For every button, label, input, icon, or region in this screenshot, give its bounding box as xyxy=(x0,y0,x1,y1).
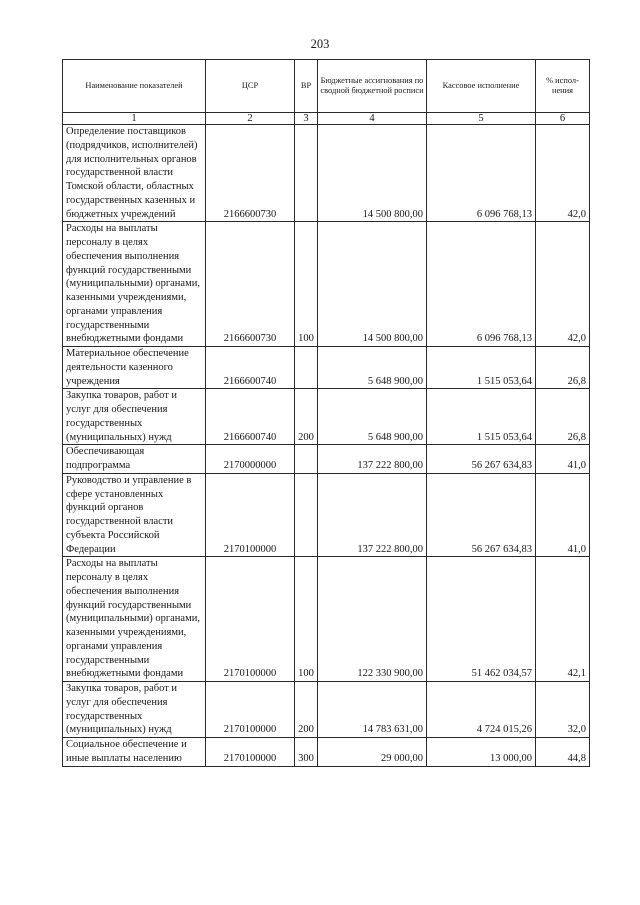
row-percent-execution: 42,0 xyxy=(536,125,590,222)
column-number: 6 xyxy=(536,113,590,125)
row-vr-code: 200 xyxy=(295,389,318,445)
column-number: 3 xyxy=(295,113,318,125)
header-percent-execution: % испол-нения xyxy=(536,60,590,113)
row-csr-code: 2166600730 xyxy=(206,222,295,347)
header-budget-allocations: Бюджетные ассигнования по сводной бюджетной росписи xyxy=(318,60,427,113)
row-percent-execution: 41,0 xyxy=(536,445,590,474)
table-row xyxy=(63,125,590,222)
row-name: Закупка товаров, работ и услуг для обеспечения государственных (муниципальных) нужд xyxy=(63,682,206,738)
row-budget-allocation: 5 648 900,00 xyxy=(318,347,427,389)
header-cash-execution: Кассовое исполнение xyxy=(427,60,536,113)
row-name: Обеспечивающая подпрограмма xyxy=(63,445,206,474)
row-percent-execution: 26,8 xyxy=(536,389,590,445)
row-csr-code: 2170100000 xyxy=(206,473,295,557)
row-cash-execution: 6 096 768,13 xyxy=(427,222,536,347)
row-name: Материальное обеспечение деятельности казенного учреждения xyxy=(63,347,206,389)
row-cash-execution: 1 515 053,64 xyxy=(427,347,536,389)
row-budget-allocation: 14 500 800,00 xyxy=(318,125,427,222)
budget-execution-table xyxy=(62,59,590,767)
row-csr-code: 2170000000 xyxy=(206,445,295,474)
row-budget-allocation: 29 000,00 xyxy=(318,738,427,767)
row-cash-execution: 56 267 634,83 xyxy=(427,473,536,557)
row-percent-execution: 42,1 xyxy=(536,557,590,682)
column-number: 2 xyxy=(206,113,295,125)
row-budget-allocation: 5 648 900,00 xyxy=(318,389,427,445)
row-vr-code xyxy=(295,347,318,389)
row-cash-execution: 13 000,00 xyxy=(427,738,536,767)
column-number: 4 xyxy=(318,113,427,125)
row-name: Закупка товаров, работ и услуг для обеспечения государственных (муниципальных) нужд xyxy=(63,389,206,445)
header-csr: ЦСР xyxy=(206,60,295,113)
table-row xyxy=(63,389,590,445)
row-vr-code: 200 xyxy=(295,682,318,738)
row-csr-code: 2166600740 xyxy=(206,347,295,389)
row-vr-code xyxy=(295,473,318,557)
row-budget-allocation: 14 783 631,00 xyxy=(318,682,427,738)
row-budget-allocation: 137 222 800,00 xyxy=(318,473,427,557)
row-budget-allocation: 14 500 800,00 xyxy=(318,222,427,347)
row-percent-execution: 41,0 xyxy=(536,473,590,557)
row-cash-execution: 4 724 015,26 xyxy=(427,682,536,738)
row-budget-allocation: 122 330 900,00 xyxy=(318,557,427,682)
column-numbers-row xyxy=(63,113,590,125)
row-name: Руководство и управление в сфере установленных функций органов государственной власти субъекта Российской Федерации xyxy=(63,473,206,557)
table-row xyxy=(63,738,590,767)
row-percent-execution: 44,8 xyxy=(536,738,590,767)
column-number: 1 xyxy=(63,113,206,125)
table-row xyxy=(63,445,590,474)
row-vr-code: 100 xyxy=(295,222,318,347)
row-cash-execution: 51 462 034,57 xyxy=(427,557,536,682)
table-header-row xyxy=(63,60,590,113)
table-row xyxy=(63,682,590,738)
table-row xyxy=(63,557,590,682)
row-cash-execution: 56 267 634,83 xyxy=(427,445,536,474)
row-name: Определение поставщиков (подрядчиков, исполнителей) для исполнительных органов государственной власти Томской области, областных государственных казенных и бюджетных учреждений xyxy=(63,125,206,222)
header-vr: ВР xyxy=(295,60,318,113)
row-percent-execution: 32,0 xyxy=(536,682,590,738)
header-name: Наименование показателей xyxy=(63,60,206,113)
page-number: 203 xyxy=(310,37,330,51)
row-cash-execution: 6 096 768,13 xyxy=(427,125,536,222)
row-percent-execution: 26,8 xyxy=(536,347,590,389)
table-row xyxy=(63,347,590,389)
row-vr-code xyxy=(295,445,318,474)
row-cash-execution: 1 515 053,64 xyxy=(427,389,536,445)
row-percent-execution: 42,0 xyxy=(536,222,590,347)
table-row xyxy=(63,473,590,557)
row-vr-code xyxy=(295,125,318,222)
column-number: 5 xyxy=(427,113,536,125)
table-row xyxy=(63,222,590,347)
row-csr-code: 2166600740 xyxy=(206,389,295,445)
row-csr-code: 2170100000 xyxy=(206,682,295,738)
row-name: Расходы на выплаты персоналу в целях обеспечения выполнения функций государственными (муниципальными) органами, казенными учреждениями, органами управления государственными внебюджетными фондами xyxy=(63,557,206,682)
row-vr-code: 300 xyxy=(295,738,318,767)
row-vr-code: 100 xyxy=(295,557,318,682)
row-name: Расходы на выплаты персоналу в целях обеспечения выполнения функций государственными (муниципальными) органами, казенными учреждениями, органами управления государственными внебюджетными фондами xyxy=(63,222,206,347)
row-csr-code: 2170100000 xyxy=(206,557,295,682)
row-name: Социальное обеспечение и иные выплаты населению xyxy=(63,738,206,767)
row-csr-code: 2166600730 xyxy=(206,125,295,222)
row-budget-allocation: 137 222 800,00 xyxy=(318,445,427,474)
row-csr-code: 2170100000 xyxy=(206,738,295,767)
